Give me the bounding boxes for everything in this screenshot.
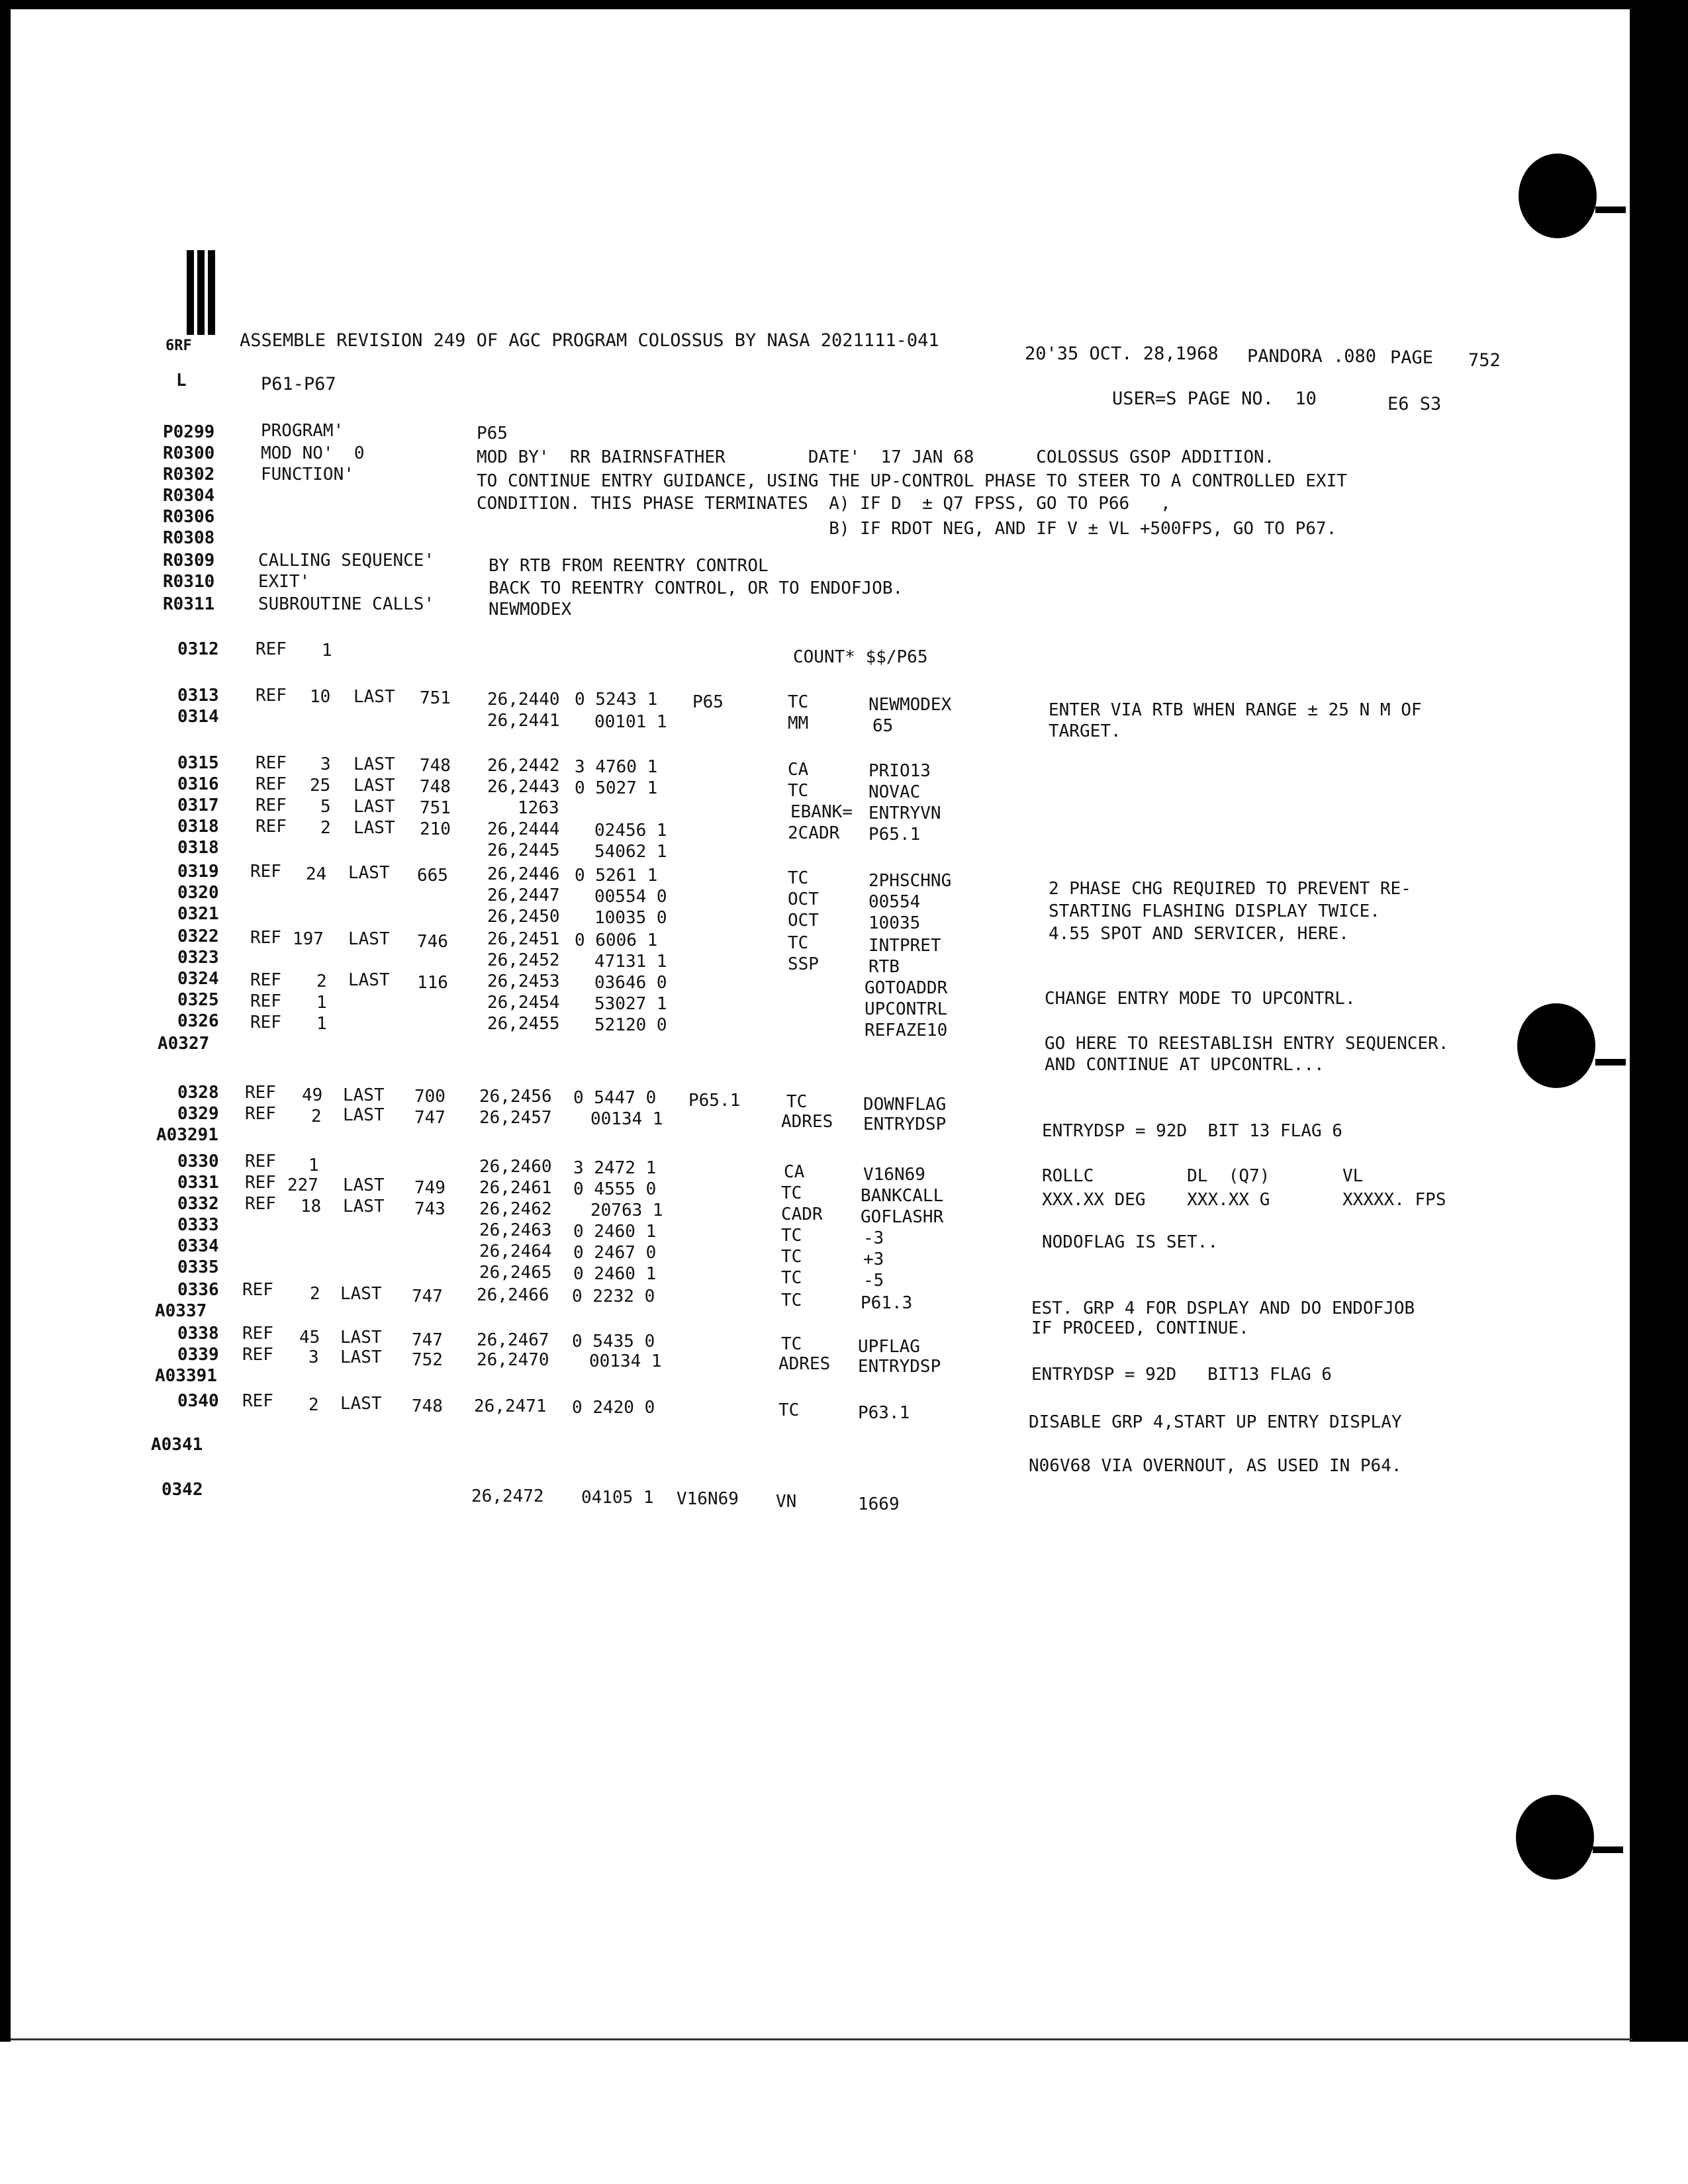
- ref-label: REF: [242, 1324, 273, 1343]
- card-number: A03391: [155, 1366, 217, 1386]
- ref-number: 18: [301, 1197, 322, 1216]
- opcode: TC: [781, 1268, 802, 1288]
- code-comment: GO HERE TO REESTABLISH ENTRY SEQUENCER.: [1045, 1034, 1449, 1054]
- operand: NOVAC: [868, 782, 921, 802]
- octal-word: 0 2420 0: [572, 1398, 655, 1418]
- operand: GOFLASHR: [861, 1207, 944, 1227]
- memory-address: 26,2443: [487, 777, 560, 797]
- operand: RTB: [868, 957, 900, 977]
- card-number: 0319: [177, 862, 219, 882]
- octal-word: 0 5435 0: [572, 1332, 655, 1351]
- memory-address: 26,2451: [487, 929, 560, 949]
- opcode: 2CADR: [788, 823, 840, 843]
- ref-label: REF: [256, 774, 287, 794]
- card-number: 0338: [177, 1324, 219, 1343]
- last-label: LAST: [340, 1328, 382, 1347]
- memory-address: 26,2461: [479, 1178, 552, 1198]
- last-label: LAST: [343, 1197, 385, 1216]
- card-number: 0325: [177, 990, 219, 1010]
- card-number: R0304: [163, 486, 215, 506]
- card-number: 0326: [177, 1011, 219, 1031]
- code-comment: XXX.XX DEG XXX.XX G XXXXX. FPS: [1042, 1190, 1446, 1210]
- comment-text: CONDITION. THIS PHASE TERMINATES A) IF D ± Q7 FPSS, GO TO P66 ,: [477, 494, 1171, 514]
- punch-hole-middle: [1517, 1003, 1595, 1088]
- ref-label: REF: [250, 970, 281, 990]
- ref-number: 2: [311, 1107, 322, 1126]
- ref-number: 3: [320, 754, 331, 774]
- octal-word: 0 5027 1: [575, 778, 658, 798]
- last-label: LAST: [353, 797, 395, 817]
- comment-text: MOD BY' RR BAIRNSFATHER DATE' 17 JAN 68 COLOSSUS GSOP ADDITION.: [477, 447, 1275, 467]
- ref-number: 49: [302, 1085, 323, 1105]
- code-comment: NODOFLAG IS SET..: [1042, 1232, 1219, 1252]
- card-number: 0323: [177, 948, 219, 968]
- octal-word: 54062 1: [594, 842, 667, 862]
- operand: BANKCALL: [861, 1186, 944, 1206]
- ref-label: REF: [250, 1013, 281, 1032]
- comment-label: SUBROUTINE CALLS': [258, 594, 435, 614]
- ref-number: 1: [316, 993, 327, 1013]
- card-number: P0299: [163, 422, 215, 442]
- operand: +3: [863, 1250, 884, 1269]
- last-label: LAST: [340, 1284, 382, 1304]
- opcode: CADR: [781, 1205, 823, 1224]
- scan-margin-bottom: [0, 2042, 1688, 2184]
- code-comment: AND CONTINUE AT UPCONTRL...: [1045, 1055, 1325, 1075]
- octal-word: 04105 1: [581, 1488, 654, 1508]
- ref-label: REF: [242, 1391, 273, 1411]
- operand: ENTRYDSP: [858, 1357, 941, 1377]
- memory-address: 26,2465: [479, 1263, 552, 1283]
- ref-label: REF: [250, 991, 281, 1011]
- code-comment: CHANGE ENTRY MODE TO UPCONTRL.: [1045, 989, 1356, 1009]
- l-mark: L: [176, 371, 187, 390]
- memory-address: 26,2441: [487, 711, 560, 731]
- ref-number: 5: [320, 797, 331, 817]
- code-label: P65: [692, 692, 724, 712]
- comment-label: PROGRAM': [261, 421, 344, 441]
- code-comment: 4.55 SPOT AND SERVICER, HERE.: [1049, 924, 1349, 944]
- opcode: MM: [788, 713, 809, 733]
- page-label: PAGE: [1390, 347, 1434, 368]
- ref-label: REF: [256, 686, 287, 705]
- card-number: R0300: [163, 443, 215, 463]
- operand: V16N69: [863, 1165, 925, 1185]
- ref-number: 1: [316, 1014, 327, 1034]
- punch-hole-top-tail: [1595, 206, 1626, 213]
- memory-address: 1263: [518, 798, 559, 818]
- memory-address: 26,2462: [479, 1199, 552, 1219]
- count-directive: COUNT* $$/P65: [793, 647, 928, 667]
- last-label: LAST: [353, 818, 395, 838]
- punch-hole-bottom-tail: [1593, 1846, 1623, 1853]
- card-number: 0322: [177, 927, 219, 946]
- card-number: R0310: [163, 572, 215, 592]
- code-comment: N06V68 VIA OVERNOUT, AS USED IN P64.: [1029, 1456, 1402, 1476]
- ref-label: REF: [245, 1194, 276, 1214]
- scan-page-edge: [11, 2038, 1632, 2040]
- ref-label: REF: [245, 1173, 276, 1193]
- card-number: A0327: [158, 1034, 210, 1054]
- card-number: 0330: [177, 1152, 219, 1171]
- last-label: LAST: [343, 1085, 385, 1105]
- last-label: LAST: [340, 1394, 382, 1414]
- comment-text: TO CONTINUE ENTRY GUIDANCE, USING THE UP-CONTROL PHASE TO STEER TO A CONTROLLED EXIT: [477, 471, 1347, 491]
- operand: P65.1: [868, 825, 921, 844]
- operand: -3: [863, 1228, 884, 1248]
- scan-border-top: [0, 0, 1688, 9]
- operand: 10035: [868, 913, 921, 933]
- octal-word: 0 6006 1: [575, 931, 658, 950]
- opcode: OCT: [788, 889, 819, 909]
- last-number: 748: [420, 777, 451, 797]
- operand: GOTOADDR: [865, 978, 948, 998]
- last-number: 751: [420, 798, 451, 818]
- memory-address: 26,2442: [487, 756, 560, 776]
- opcode: TC: [781, 1334, 802, 1354]
- operand: -5: [863, 1271, 884, 1291]
- octal-word: 03646 0: [594, 973, 667, 993]
- card-number: 0331: [177, 1173, 219, 1193]
- last-label: LAST: [353, 754, 395, 774]
- octal-word: 0 4555 0: [573, 1179, 657, 1199]
- code-comment: 2 PHASE CHG REQUIRED TO PREVENT RE-: [1049, 879, 1411, 899]
- last-number: 749: [414, 1178, 445, 1198]
- memory-address: 26,2453: [487, 972, 560, 991]
- operand: P61.3: [861, 1293, 913, 1313]
- comment-text: B) IF RDOT NEG, AND IF V ± VL +500FPS, GO TO P67.: [477, 519, 1337, 539]
- opcode: TC: [786, 1092, 808, 1112]
- operand: PRIO13: [868, 761, 931, 781]
- card-number: 0320: [177, 883, 219, 903]
- punch-hole-top: [1519, 154, 1597, 238]
- last-label: LAST: [343, 1105, 385, 1125]
- ref-number: 227: [287, 1175, 318, 1195]
- octal-word: 00134 1: [590, 1109, 663, 1129]
- card-number: R0302: [163, 465, 215, 484]
- ref-label: REF: [256, 817, 287, 837]
- comment-label: EXIT': [258, 572, 310, 592]
- opcode: VN: [776, 1492, 797, 1512]
- memory-address: 26,2447: [487, 886, 560, 905]
- memory-address: 26,2471: [474, 1396, 547, 1416]
- memory-address: 26,2450: [487, 907, 560, 927]
- last-number: 748: [412, 1396, 443, 1416]
- operand: 1669: [858, 1494, 900, 1514]
- comment-text: P65: [477, 424, 508, 443]
- punch-hole-middle-tail: [1595, 1059, 1626, 1066]
- comment-label: MOD NO' 0: [261, 443, 365, 463]
- memory-address: 26,2452: [487, 950, 560, 970]
- octal-word: 02456 1: [594, 821, 667, 841]
- ref-number: 1: [308, 1156, 319, 1175]
- opcode: TC: [788, 868, 809, 888]
- octal-word: 0 5447 0: [573, 1088, 657, 1108]
- opcode: TC: [788, 781, 809, 801]
- opcode: TC: [788, 933, 809, 953]
- card-number: 0321: [177, 904, 219, 924]
- card-number: 0328: [177, 1083, 219, 1103]
- last-number: 747: [412, 1287, 443, 1306]
- memory-address: 26,2456: [479, 1087, 552, 1107]
- last-label: LAST: [348, 863, 390, 883]
- ref-label: REF: [250, 928, 281, 948]
- last-number: 743: [414, 1199, 445, 1219]
- memory-address: 26,2466: [477, 1285, 549, 1305]
- code-comment: DISABLE GRP 4,START UP ENTRY DISPLAY: [1029, 1412, 1402, 1432]
- ref-label: REF: [250, 862, 281, 882]
- card-number: 0324: [177, 969, 219, 989]
- listing-title: ASSEMBLE REVISION 249 OF AGC PROGRAM COLOSSUS BY NASA 2021111-041: [240, 330, 939, 351]
- card-number: 0318: [177, 817, 219, 837]
- listing-system: PANDORA .080: [1247, 346, 1377, 367]
- code-comment: ENTRYDSP = 92D BIT13 FLAG 6: [1031, 1365, 1332, 1385]
- user-page-number: USER=S PAGE NO. 10: [1112, 388, 1317, 409]
- operand: ENTRYVN: [868, 803, 941, 823]
- code-comment: ENTER VIA RTB WHEN RANGE ± 25 N M OF: [1049, 700, 1422, 720]
- card-number: 0318: [177, 838, 219, 858]
- last-number: 210: [420, 819, 451, 839]
- octal-word: 52120 0: [594, 1015, 667, 1035]
- scan-border-left: [0, 0, 11, 2042]
- opcode: TC: [788, 692, 809, 712]
- octal-word: 20763 1: [590, 1201, 663, 1220]
- operand: REFAZE10: [865, 1021, 948, 1040]
- ref-number: 2: [308, 1395, 319, 1415]
- card-number: 0317: [177, 796, 219, 815]
- octal-word: 00554 0: [594, 887, 667, 907]
- ref-label: REF: [256, 796, 287, 815]
- card-number: 0329: [177, 1104, 219, 1124]
- octal-word: 3 4760 1: [575, 757, 658, 777]
- operand: 00554: [868, 892, 921, 912]
- section-title: P61-P67: [261, 374, 336, 394]
- opcode: TC: [781, 1247, 802, 1267]
- ref-label: REF: [256, 753, 287, 773]
- code-label: V16N69: [677, 1489, 739, 1509]
- opcode: ADRES: [778, 1354, 831, 1374]
- last-number: 747: [414, 1108, 445, 1128]
- card-number: R0308: [163, 528, 215, 548]
- last-number: 700: [414, 1087, 445, 1107]
- user-code: E6 S3: [1387, 394, 1442, 414]
- ref-label: REF: [245, 1104, 276, 1124]
- opcode: CA: [784, 1162, 805, 1182]
- punch-hole-bottom: [1516, 1795, 1594, 1880]
- opcode: EBANK=: [790, 802, 853, 822]
- opcode: CA: [788, 760, 809, 780]
- memory-address: 26,2472: [471, 1486, 544, 1506]
- octal-word: 47131 1: [594, 952, 667, 972]
- card-number: 0315: [177, 753, 219, 773]
- last-label: LAST: [340, 1347, 382, 1367]
- card-number: R0311: [163, 594, 215, 614]
- last-number: 748: [420, 756, 451, 776]
- memory-address: 26,2454: [487, 993, 560, 1013]
- opcode: SSP: [788, 954, 819, 974]
- ref-number: 1: [322, 641, 332, 660]
- card-number: A0337: [155, 1301, 207, 1321]
- opcode: TC: [781, 1183, 802, 1203]
- memory-address: 26,2463: [479, 1220, 552, 1240]
- ref-label: REF: [256, 639, 287, 659]
- ref-number: 45: [299, 1328, 320, 1347]
- code-comment: ROLLC DL (Q7) VL: [1042, 1166, 1364, 1186]
- comment-text: NEWMODEX: [489, 600, 572, 619]
- last-label: LAST: [353, 776, 395, 796]
- last-number: 751: [420, 688, 451, 708]
- opcode: ADRES: [781, 1112, 833, 1132]
- card-number: 0333: [177, 1215, 219, 1235]
- card-number: R0309: [163, 551, 215, 570]
- ref-label: REF: [242, 1345, 273, 1365]
- last-number: 752: [412, 1350, 443, 1370]
- card-number: A0341: [151, 1435, 203, 1455]
- last-label: LAST: [348, 970, 390, 990]
- card-number: 0314: [177, 707, 219, 727]
- opcode: TC: [778, 1400, 800, 1420]
- memory-address: 26,2460: [479, 1157, 552, 1177]
- code-comment: TARGET.: [1049, 721, 1121, 741]
- ref-number: 24: [306, 864, 327, 884]
- code-label: P65.1: [688, 1091, 741, 1111]
- ref-number: 2: [320, 818, 331, 838]
- ref-label: REF: [245, 1152, 276, 1171]
- barcode-bar: [187, 250, 194, 335]
- memory-address: 26,2444: [487, 819, 560, 839]
- operand: INTPRET: [868, 936, 941, 956]
- octal-word: 00101 1: [594, 712, 667, 732]
- octal-word: 53027 1: [594, 994, 667, 1014]
- comment-text: BACK TO REENTRY CONTROL, OR TO ENDOFJOB.: [489, 578, 904, 598]
- barcode-bar: [197, 250, 205, 335]
- octal-word: 3 2472 1: [573, 1158, 657, 1178]
- opcode: OCT: [788, 911, 819, 931]
- ref-label: REF: [242, 1280, 273, 1300]
- comment-text: BY RTB FROM REENTRY CONTROL: [489, 556, 769, 576]
- card-number: 0316: [177, 774, 219, 794]
- card-number: A03291: [156, 1125, 218, 1145]
- memory-address: 26,2467: [477, 1330, 549, 1350]
- operand: ENTRYDSP: [863, 1115, 947, 1134]
- octal-word: 0 2232 0: [572, 1287, 655, 1306]
- last-number: 746: [417, 932, 448, 952]
- card-number: 0313: [177, 686, 219, 705]
- octal-word: 00134 1: [589, 1351, 662, 1371]
- last-label: LAST: [343, 1175, 385, 1195]
- page-number: 752: [1468, 350, 1501, 371]
- last-number: 747: [412, 1330, 443, 1350]
- card-number: 0336: [177, 1280, 219, 1300]
- ref-number: 3: [308, 1347, 319, 1367]
- listing-datetime: 20'35 OCT. 28,1968: [1025, 343, 1219, 364]
- last-number: 116: [417, 973, 448, 993]
- code-comment: IF PROCEED, CONTINUE.: [1031, 1318, 1249, 1338]
- memory-address: 26,2464: [479, 1242, 552, 1261]
- page-code: 6RF: [165, 338, 192, 354]
- ref-number: 197: [293, 929, 324, 949]
- card-number: 0312: [177, 639, 219, 659]
- opcode: TC: [781, 1226, 802, 1246]
- opcode: TC: [781, 1291, 802, 1310]
- ref-number: 25: [310, 776, 331, 796]
- card-number: 0340: [177, 1391, 219, 1411]
- octal-word: 0 2467 0: [573, 1243, 657, 1263]
- code-comment: ENTRYDSP = 92D BIT 13 FLAG 6: [1042, 1121, 1342, 1141]
- comment-label: CALLING SEQUENCE': [258, 551, 435, 570]
- ref-number: 2: [316, 972, 327, 991]
- operand: UPCONTRL: [865, 999, 948, 1019]
- operand: NEWMODEX: [868, 695, 952, 715]
- ref-number: 2: [310, 1284, 320, 1304]
- octal-word: 0 2460 1: [573, 1222, 657, 1242]
- octal-word: 0 5261 1: [575, 866, 658, 886]
- operand: P63.1: [858, 1403, 910, 1423]
- operand: 2PHSCHNG: [868, 871, 952, 891]
- card-number: 0334: [177, 1236, 219, 1256]
- memory-address: 26,2446: [487, 864, 560, 884]
- card-number: 0335: [177, 1257, 219, 1277]
- card-number: 0342: [162, 1480, 203, 1500]
- last-number: 665: [417, 866, 448, 886]
- octal-word: 10035 0: [594, 908, 667, 928]
- operand: UPFLAG: [858, 1337, 920, 1357]
- memory-address: 26,2455: [487, 1014, 560, 1034]
- comment-label: FUNCTION': [261, 465, 354, 484]
- code-comment: EST. GRP 4 FOR DSPLAY AND DO ENDOFJOB: [1031, 1298, 1415, 1318]
- memory-address: 26,2457: [479, 1108, 552, 1128]
- code-comment: STARTING FLASHING DISPLAY TWICE.: [1049, 901, 1380, 921]
- scan-border-right: [1630, 0, 1688, 2042]
- ref-label: REF: [245, 1083, 276, 1103]
- memory-address: 26,2470: [477, 1350, 549, 1370]
- octal-word: 0 5243 1: [575, 690, 658, 709]
- operand: DOWNFLAG: [863, 1095, 947, 1115]
- card-number: R0306: [163, 507, 215, 527]
- card-number: 0339: [177, 1345, 219, 1365]
- operand: 65: [872, 716, 894, 736]
- last-label: LAST: [353, 687, 395, 707]
- barcode-bar: [208, 250, 215, 335]
- octal-word: 0 2460 1: [573, 1264, 657, 1284]
- memory-address: 26,2445: [487, 841, 560, 860]
- card-number: 0332: [177, 1194, 219, 1214]
- ref-number: 10: [310, 687, 331, 707]
- last-label: LAST: [348, 929, 390, 949]
- memory-address: 26,2440: [487, 690, 560, 709]
